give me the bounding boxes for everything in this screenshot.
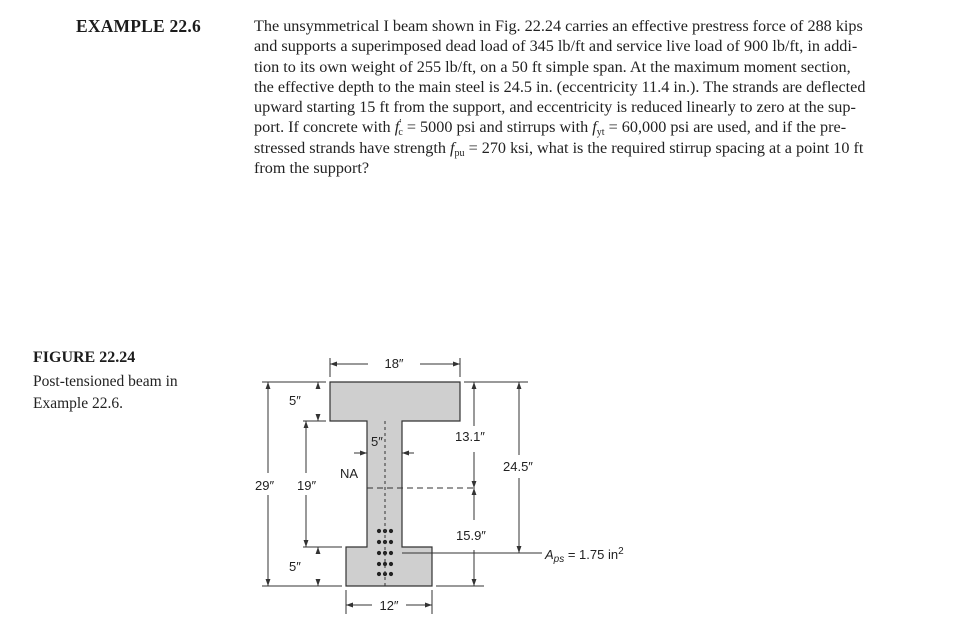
figure-label: FIGURE 22.24 [33,349,136,366]
example-line-8: from the support? [254,159,370,178]
dim-lower-depth-label: 15.9″ [456,528,486,543]
example-label: EXAMPLE 22.6 [76,16,201,36]
dim-top-flange-label: 5″ [289,393,301,408]
line6-text-b: = 5000 psi and stirrups with [402,118,593,137]
na-label: NA [340,466,359,481]
fpu-subscript: pu [454,147,465,159]
aps-label [544,546,624,565]
example-line-4: the effective depth to the main steel is 24.5 in. (eccentricity 11.4 in.). The strands are deflected [254,77,866,96]
dim-bottom-flange-label: 5″ [289,559,301,574]
aps-label-value: = 1.75 in [564,547,619,562]
example-line-2: and supports a superimposed dead load of 345 lb/ft and service live load of 900 lb/ft, in addi- [254,37,858,56]
fc-subscript: c [398,127,403,139]
dim-effective-depth-label: 24.5″ [503,459,533,474]
line6-text-a: port. If concrete with [254,118,395,137]
dim-upper-depth-label: 13.1″ [455,429,485,444]
example-line-1: The unsymmetrical I beam shown in Fig. 22.24 carries an effective prestress force of 288 kips [254,17,863,35]
dim-bottom-width-label: 12″ [379,598,399,613]
aps-label-exp: 2 [618,546,624,557]
dim-web-height-label: 19″ [297,478,317,493]
figure-caption-line-1: Post-tensioned beam in [33,373,178,390]
aps-label-sub: ps [553,554,565,565]
figure-caption-line-2: Example 22.6. [33,395,123,412]
fyt-subscript: yt [596,127,605,139]
fc-prime: ′ [399,118,402,130]
fc-symbol: f [394,118,400,137]
aps-label-base: A [545,547,554,562]
line6-text-c: = 60,000 psi are used, and if the pre- [604,118,847,137]
dim-web-width-label: 5″ [371,434,383,449]
fyt-symbol: f [592,118,597,137]
fpu-symbol: f [450,138,455,157]
dim-total-height-label: 29″ [255,478,275,493]
example-line-3: tion to its own weight of 255 lb/ft, on a 50 ft simple span. At the maximum moment section, [254,57,851,76]
line7-text-b: = 270 ksi, what is the required stirrup spacing at a point 10 ft [464,138,864,157]
i-beam-section [330,382,460,586]
dim-top-width-label: 18″ [384,356,404,371]
example-line-5: upward starting 15 ft from the support, and eccentricity is reduced linearly to zero at the sup- [254,98,856,117]
line7-text-a: stressed strands have strength [254,138,451,157]
